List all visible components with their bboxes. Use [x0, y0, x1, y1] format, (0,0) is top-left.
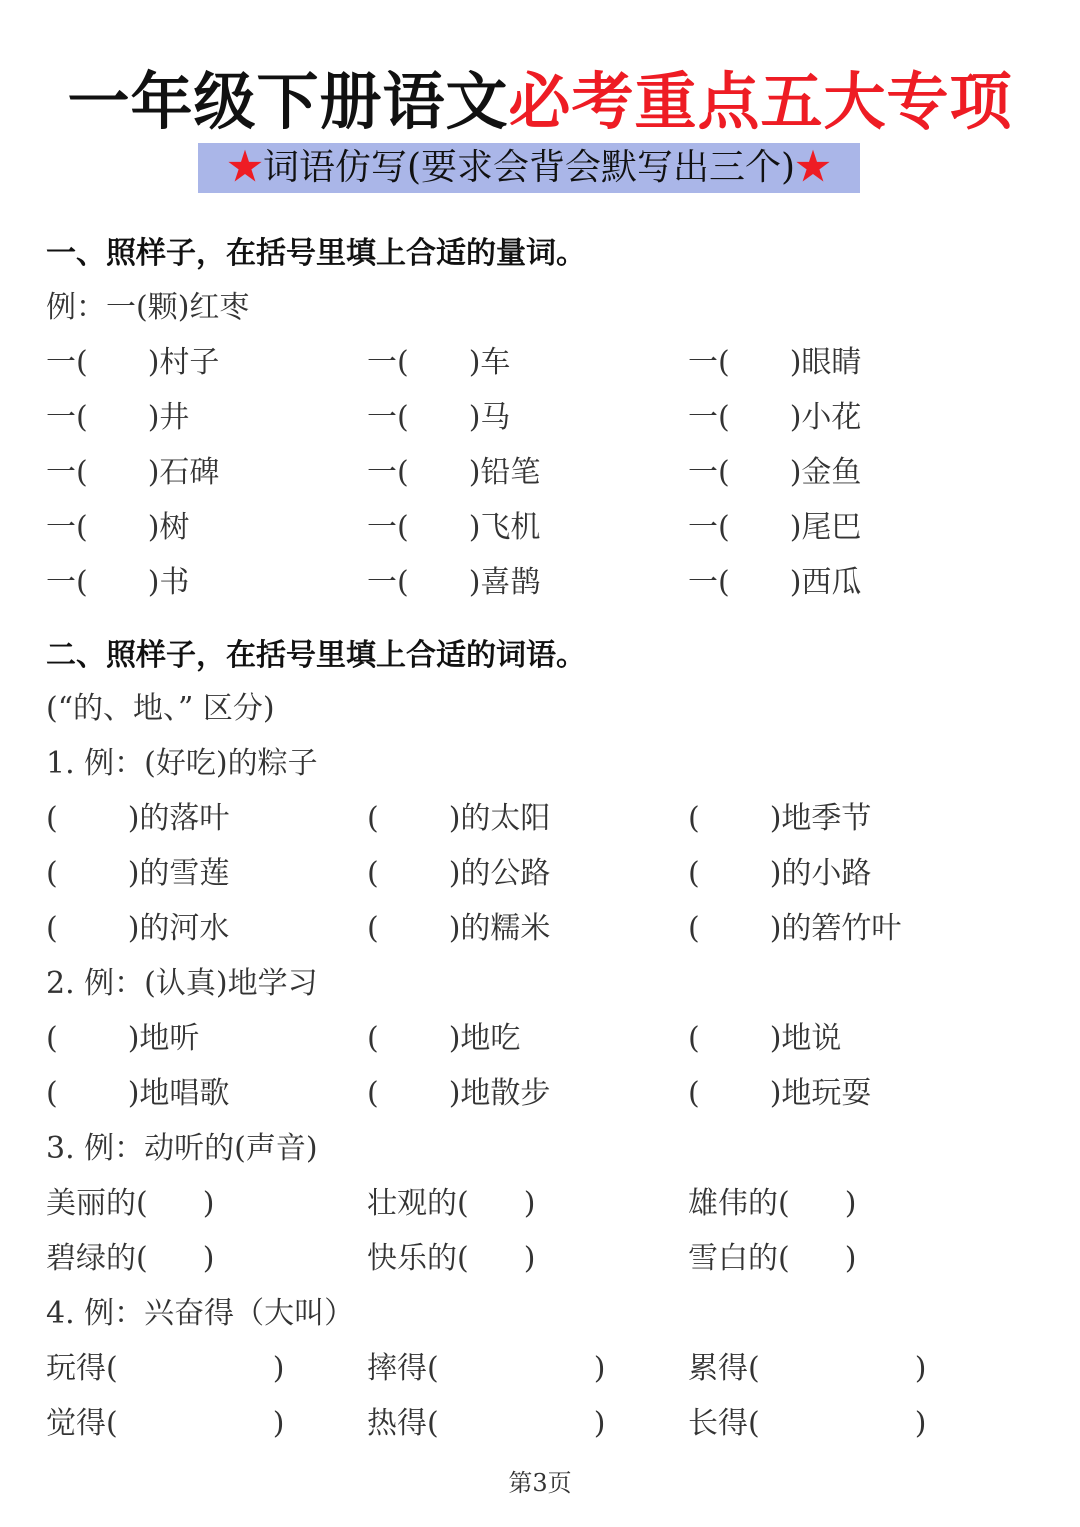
item-prefix: ( [367, 856, 379, 891]
item-prefix: 长得( [688, 1406, 760, 1441]
phrase-item [46, 1068, 229, 1112]
item-text: )尾巴 [789, 510, 862, 545]
item-text: )地唱歌 [127, 1076, 230, 1111]
phrase-item [46, 1013, 199, 1057]
item-prefix: 一( [367, 345, 409, 380]
quantifier-item [688, 447, 861, 491]
part4-example: 4. 例：兴奋得（大叫） [46, 1296, 355, 1331]
phrase-item [367, 1343, 605, 1387]
page-title [0, 62, 1080, 142]
quantifier-item [46, 337, 219, 381]
item-prefix: 一( [688, 345, 730, 380]
item-prefix: 一( [367, 455, 409, 490]
item-prefix: ( [688, 911, 700, 946]
phrase-item [367, 1068, 550, 1112]
item-text: )马 [468, 400, 511, 435]
item-prefix: 一( [367, 565, 409, 600]
item-text: )喜鹊 [468, 565, 541, 600]
phrase-item [46, 1233, 214, 1277]
item-text: ) [523, 1186, 536, 1221]
item-text: )地玩耍 [769, 1076, 872, 1111]
item-text: )铅笔 [468, 455, 541, 490]
phrase-item [367, 1233, 535, 1277]
item-prefix: 一( [688, 510, 730, 545]
item-text: )石碑 [147, 455, 220, 490]
quantifier-item [688, 392, 861, 436]
item-text: )的小路 [769, 856, 872, 891]
phrase-item [46, 1343, 284, 1387]
item-text: )的太阳 [448, 801, 551, 836]
item-text: )地季节 [769, 801, 872, 836]
item-prefix: ( [46, 856, 58, 891]
quantifier-item [46, 447, 219, 491]
star-icon: ★ [795, 147, 832, 188]
item-prefix: ( [367, 1076, 379, 1111]
item-prefix: 碧绿的( [46, 1241, 148, 1276]
item-prefix: 一( [688, 565, 730, 600]
title-black-part: 一年级下册语文 [67, 65, 509, 138]
item-text: )地听 [127, 1021, 200, 1056]
page-number: 第3页 [508, 1469, 572, 1497]
item-text: )车 [468, 345, 511, 380]
quantifier-item [46, 502, 189, 546]
quantifier-item [367, 557, 540, 601]
item-text: ) [202, 1241, 215, 1276]
item-prefix: 觉得( [46, 1406, 118, 1441]
phrase-item [688, 1233, 856, 1277]
item-prefix: 一( [46, 565, 88, 600]
item-prefix: ( [46, 911, 58, 946]
star-icon: ★ [226, 147, 263, 188]
item-text: ) [272, 1351, 285, 1386]
item-prefix: 玩得( [46, 1351, 118, 1386]
phrase-item [46, 903, 229, 947]
quantifier-item [688, 557, 861, 601]
phrase-item [688, 848, 871, 892]
item-text: )的公路 [448, 856, 551, 891]
item-prefix: ( [367, 911, 379, 946]
item-prefix: 壮观的( [367, 1186, 469, 1221]
item-prefix: ( [46, 1076, 58, 1111]
item-text: ) [593, 1406, 606, 1441]
section1-example: 例：一(颗)红枣 [46, 290, 250, 325]
item-text: ) [914, 1351, 927, 1386]
phrase-item [46, 1178, 214, 1222]
item-prefix: ( [46, 801, 58, 836]
item-text: )的河水 [127, 911, 230, 946]
item-text: )的雪莲 [127, 856, 230, 891]
item-prefix: 美丽的( [46, 1186, 148, 1221]
quantifier-item [46, 557, 189, 601]
phrase-item [46, 848, 229, 892]
item-text: ) [523, 1241, 536, 1276]
item-prefix: ( [367, 801, 379, 836]
item-prefix: ( [46, 1021, 58, 1056]
phrase-item [688, 1013, 841, 1057]
phrase-item [46, 793, 229, 837]
quantifier-item [688, 502, 861, 546]
section2-note: (“的、地、” 区分) [46, 691, 275, 726]
item-prefix: 一( [46, 345, 88, 380]
item-text: )金鱼 [789, 455, 862, 490]
item-prefix: 累得( [688, 1351, 760, 1386]
item-prefix: 一( [46, 510, 88, 545]
phrase-item [688, 903, 901, 947]
phrase-item [688, 1398, 926, 1442]
item-prefix: 摔得( [367, 1351, 439, 1386]
phrase-item [367, 1013, 520, 1057]
item-text: )地说 [769, 1021, 842, 1056]
item-prefix: 一( [367, 510, 409, 545]
phrase-item [46, 1398, 284, 1442]
item-text: ) [844, 1241, 857, 1276]
phrase-item [367, 793, 550, 837]
item-text: )西瓜 [789, 565, 862, 600]
part2-example: 2. 例：(认真)地学习 [46, 966, 318, 1001]
quantifier-item [46, 392, 189, 436]
item-text: )地散步 [448, 1076, 551, 1111]
item-text: )树 [147, 510, 190, 545]
quantifier-item [367, 337, 510, 381]
item-prefix: 雄伟的( [688, 1186, 790, 1221]
quantifier-item [367, 447, 540, 491]
phrase-item [688, 1068, 871, 1112]
item-text: )书 [147, 565, 190, 600]
subtitle-banner [198, 143, 860, 193]
title-red-part: 必考重点五大专项 [508, 65, 1013, 138]
item-prefix: 一( [688, 455, 730, 490]
item-text: )的落叶 [127, 801, 230, 836]
item-prefix: ( [367, 1021, 379, 1056]
quantifier-item [367, 502, 540, 546]
item-text: )井 [147, 400, 190, 435]
item-text: )小花 [789, 400, 862, 435]
phrase-item [367, 1398, 605, 1442]
item-prefix: ( [688, 856, 700, 891]
phrase-item [367, 848, 550, 892]
item-prefix: ( [688, 1076, 700, 1111]
item-prefix: 快乐的( [367, 1241, 469, 1276]
item-prefix: 一( [46, 400, 88, 435]
item-prefix: ( [688, 801, 700, 836]
phrase-item [367, 903, 550, 947]
item-text: )的糯米 [448, 911, 551, 946]
item-text: )的箬竹叶 [769, 911, 902, 946]
phrase-item [688, 793, 871, 837]
phrase-item [688, 1343, 926, 1387]
part3-example: 3. 例：动听的(声音) [46, 1131, 318, 1166]
item-text: )地吃 [448, 1021, 521, 1056]
item-text: ) [272, 1406, 285, 1441]
item-prefix: 一( [46, 455, 88, 490]
section1-heading: 一、照样子，在括号里填上合适的量词。 [46, 236, 586, 271]
item-prefix: ( [688, 1021, 700, 1056]
quantifier-item [367, 392, 510, 436]
item-text: ) [914, 1406, 927, 1441]
phrase-item [688, 1178, 856, 1222]
item-text: )村子 [147, 345, 220, 380]
phrase-item [367, 1178, 535, 1222]
part1-example: 1. 例：(好吃)的粽子 [46, 746, 318, 781]
item-text: ) [202, 1186, 215, 1221]
subtitle-text: 词语仿写(要求会背会默写出三个) [262, 147, 796, 188]
item-text: ) [593, 1351, 606, 1386]
section2-heading: 二、照样子，在括号里填上合适的词语。 [46, 638, 586, 673]
quantifier-item [688, 337, 861, 381]
item-prefix: 热得( [367, 1406, 439, 1441]
item-text: )飞机 [468, 510, 541, 545]
item-text: )眼睛 [789, 345, 862, 380]
item-prefix: 一( [688, 400, 730, 435]
item-prefix: 一( [367, 400, 409, 435]
item-text: ) [844, 1186, 857, 1221]
item-prefix: 雪白的( [688, 1241, 790, 1276]
